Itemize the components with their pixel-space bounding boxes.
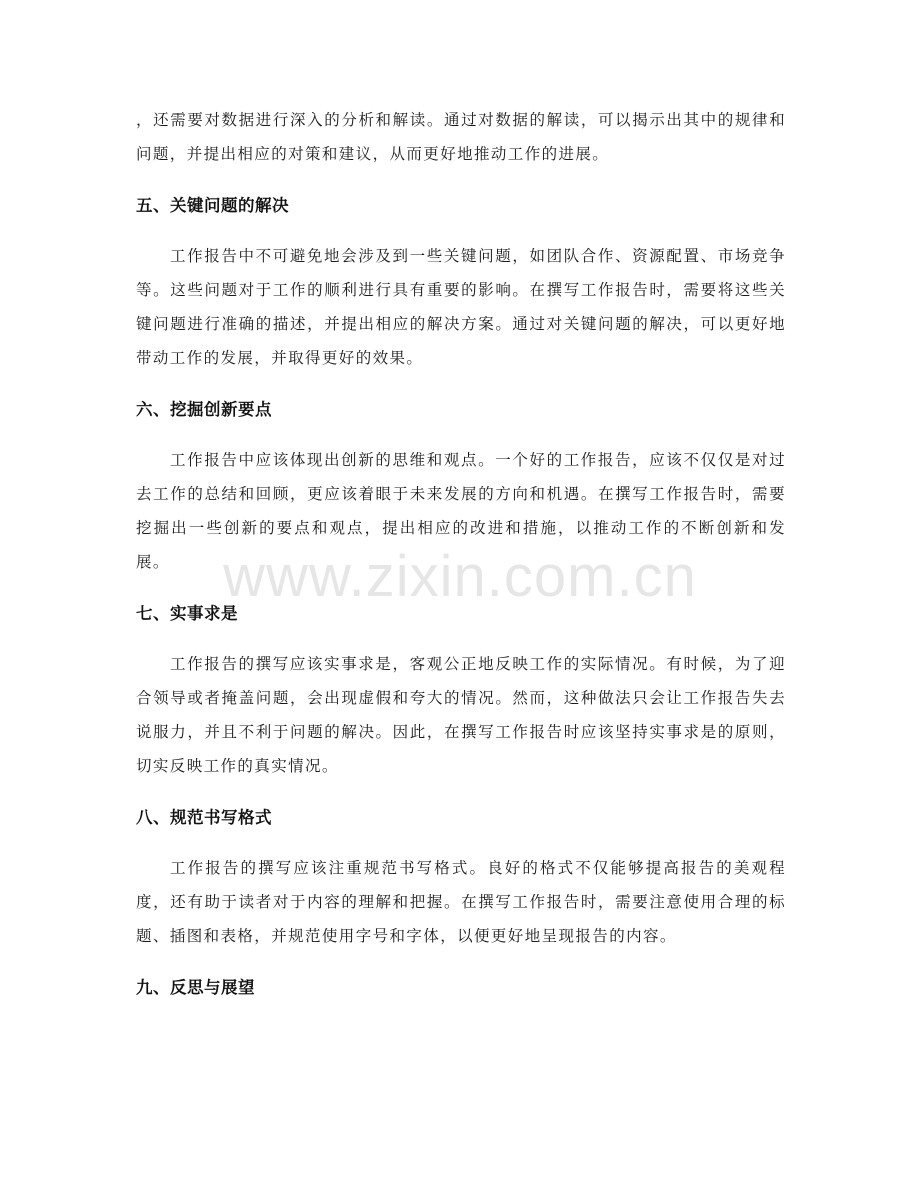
section-body-7: 工作报告的撰写应该实事求是，客观公正地反映工作的实际情况。有时候，为了迎合领导或者掩盖问题，会出现虚假和夸大的情况。然而，这种做法只会让工作报告失去说服力，并且不利于问题的解决。因此，在撰写工作报告时应该坚持实事求是的原则，切实反映工作的真实情况。 [136, 655, 786, 775]
intro-paragraph: ，还需要对数据进行深入的分析和解读。通过对数据的解读，可以揭示出其中的规律和问题，并提出相应的对策和建议，从而更好地推动工作的进展。 [136, 111, 786, 163]
section-heading-6: 六、挖掘创新要点 [136, 400, 272, 419]
section-heading-5: 五、关键问题的解决 [136, 196, 289, 215]
section-heading-9: 九、反思与展望 [136, 978, 255, 997]
document-body [136, 103, 786, 1005]
section-body-5: 工作报告中不可避免地会涉及到一些关键问题，如团队合作、资源配置、市场竞争等。这些问题对于工作的顺利进行具有重要的影响。在撰写工作报告时，需要将这些关键问题进行准确的描述，并提出相应的解决方案。通过对关键问题的解决，可以更好地带动工作的发展，并取得更好的效果。 [136, 247, 786, 367]
watermark: www.zixin.com.cn [223, 544, 697, 609]
section-heading-8: 八、规范书写格式 [136, 808, 272, 827]
section-body-8: 工作报告的撰写应该注重规范书写格式。良好的格式不仅能够提高报告的美观程度，还有助于读者对于内容的理解和把握。在撰写工作报告时，需要注意使用合理的标题、插图和表格，并规范使用字号和字体，以便更好地呈现报告的内容。 [136, 859, 786, 945]
section-body-6: 工作报告中应该体现出创新的思维和观点。一个好的工作报告，应该不仅仅是对过去工作的总结和回顾，更应该着眼于未来发展的方向和机遇。在撰写工作报告时，需要挖掘出一些创新的要点和观点，提出相应的改进和措施，以推动工作的不断创新和发展。 [136, 451, 786, 571]
section-heading-7: 七、实事求是 [136, 604, 238, 623]
